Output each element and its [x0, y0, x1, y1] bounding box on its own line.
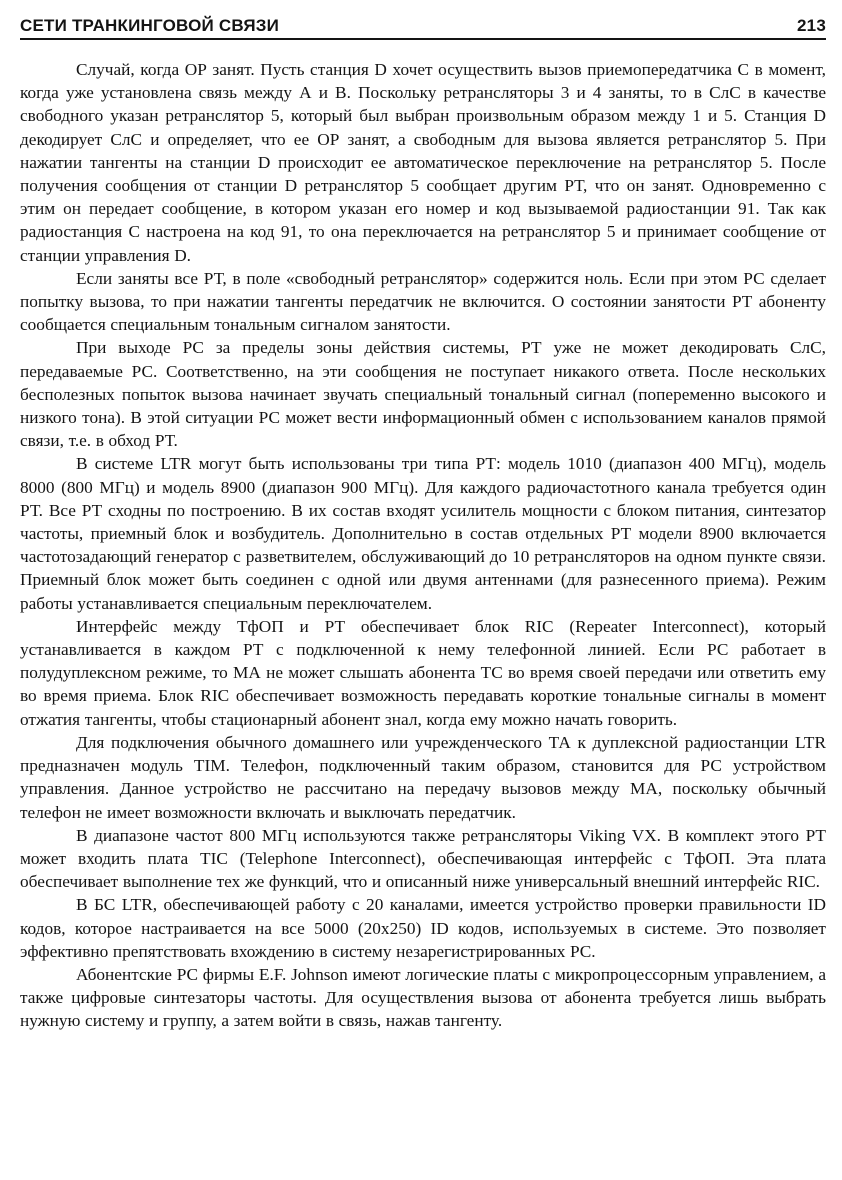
- paragraph: В диапазоне частот 800 МГц используются также ретрансляторы Viking VX. В комплект этого РТ может входить плата TIC (Telephone Interconnect), обеспечивающая интерфейс с ТфОП. Эта плата обеспечивает выполнение тех же функций, что и описанный ниже универсальный внешний интерфейс RIC.: [20, 825, 826, 892]
- paragraph: В системе LTR могут быть использованы три типа РТ: модель 1010 (диапазон 400 МГц), модель 8000 (800 МГц) и модель 8900 (диапазон 900 МГц). Для каждого радиочастотного канала требуется один РТ. Все РТ сходны по построению. В их состав входят усилитель мощности с блоком питания, синтезатор частоты, приемный блок и возбудитель. Дополнительно в состав отдельных РТ модели 8900 включается частотозадающий генератор с разветвителем, обслуживающий до 10 ретрансляторов на одном пункте связи. Приемный блок может быть соединен с одной или двумя антеннами (для разнесенного приема). Режим работы устанавливается специальным переключателем.: [20, 454, 826, 613]
- body-text: [20, 58, 826, 1033]
- paragraph: Для подключения обычного домашнего или учрежденческого ТА к дуплексной радиостанции LTR предназначен модуль TIM. Телефон, подключенный таким образом, становится для РС устройством управления. Данное устройство не рассчитано на передачу вызовов между МА, поскольку обычный телефон не имеет возможности включать и выключать передатчик.: [20, 732, 826, 822]
- paragraph: Случай, когда ОР занят. Пусть станция D хочет осуществить вызов приемопередатчика С в момент, когда уже установлена связь между А и В. Поскольку ретрансляторы 3 и 4 заняты, то в СлС в качестве свободного указан ретранслятор 5, который был выбран произвольным образом между 1 и 5. Станция D декодирует СлС и определяет, что ее ОР занят, а свободным для вызова является ретранслятор 5. При нажатии тангенты на станции D происходит ее автоматическое переключение на ретранслятор 5. После получения сообщения от станции D ретранслятор 5 сообщает другим РТ, что он занят. Одновременно с этим он передает сообщение, в котором указан его номер и код вызываемой радиостанции 91. Так как радиостанция С настроена на код 91, то она переключается на ретранслятор 5 и принимает сообщение от станции управления D.: [20, 60, 826, 265]
- paragraph: При выходе РС за пределы зоны действия системы, РТ уже не может декодировать СлС, передаваемые РС. Соответственно, на эти сообщения не поступает никакого ответа. После нескольких бесполезных попыток вызова начинает звучать специальный тональный сигнал (попеременно высокого и низкого тона). В этой ситуации РС может вести информационный обмен с использованием каналов прямой связи, т.е. в обход РТ.: [20, 338, 826, 451]
- book-page: [20, 10, 826, 1033]
- paragraph: Если заняты все РТ, в поле «свободный ретранслятор» содержится ноль. Если при этом РС сделает попытку вызова, то при нажатии тангенты передатчик не включится. О состоянии занятости РТ абоненту сообщается специальным тональным сигналом занятости.: [20, 268, 826, 335]
- paragraph: Интерфейс между ТфОП и РТ обеспечивает блок RIC (Repeater Interconnect), который устанавливается в каждом РТ с подключенной к нему телефонной линией. Если РС работает в полудуплексном режиме, то МА не может слышать абонента ТС во время своей передачи или ответить ему во время приема. Блок RIC обеспечивает возможность передавать короткие тональные сигналы в момент отжатия тангенты, чтобы стационарный абонент знал, когда ему можно начать говорить.: [20, 616, 826, 729]
- paragraph: В БС LTR, обеспечивающей работу с 20 каналами, имеется устройство проверки правильности ID кодов, которое настраивается на все 5000 (20х250) ID кодов, используемых в системе. Это позволяет эффективно препятствовать вхождению в систему незарегистрированных РС.: [20, 895, 826, 961]
- running-header: [20, 10, 826, 40]
- paragraph: Абонентские РС фирмы E.F. Johnson имеют логические платы с микропроцессорным управлением, а также цифровые синтезаторы частоты. Для осуществления вызова от абонента требуется лишь выбрать нужную систему и группу, а затем войти в связь, нажав тангенту.: [20, 964, 826, 1031]
- page-number: 213: [797, 16, 826, 35]
- running-title: СЕТИ ТРАНКИНГОВОЙ СВЯЗИ: [20, 16, 280, 35]
